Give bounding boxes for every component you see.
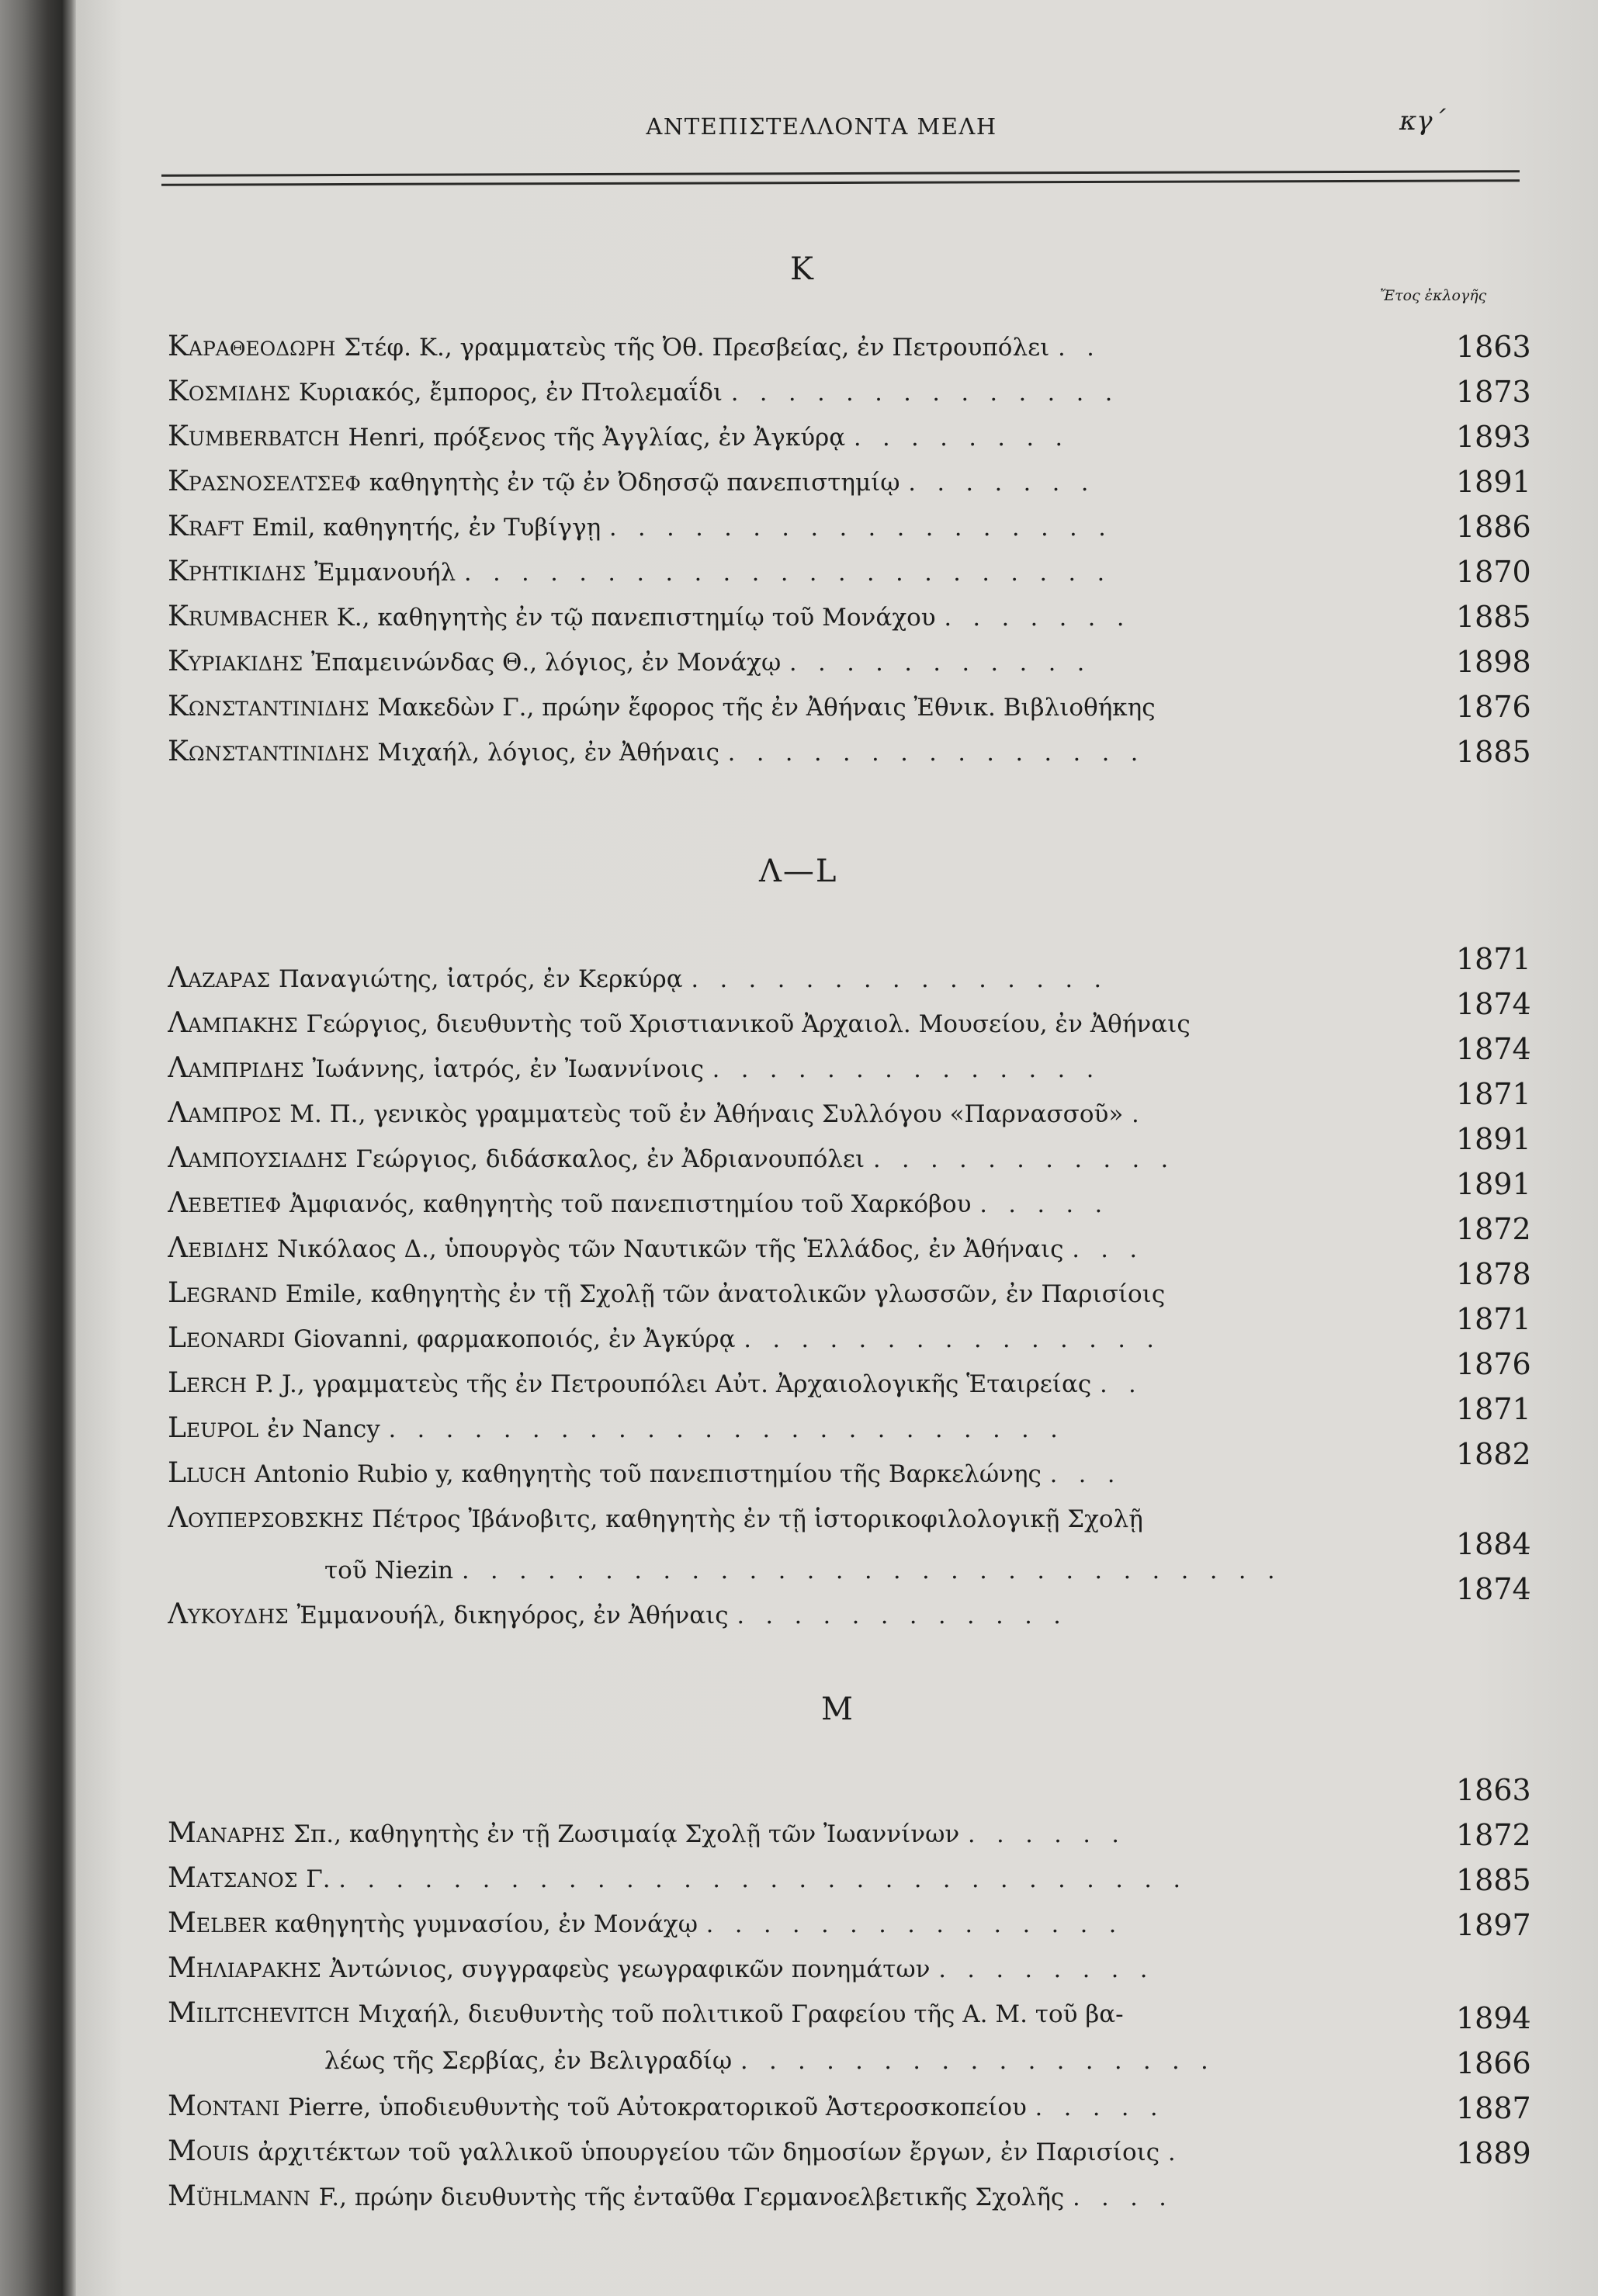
list-item: [168, 687, 1417, 726]
entry-desc: Στέφ. Κ., γραμματεὺς τῆς Ὀθ. Πρεσβείας, ἐν Πετρουπόλει: [344, 334, 1050, 362]
entry-year: 1898: [1456, 645, 1531, 679]
list-item: [168, 732, 1417, 771]
list-item: [168, 507, 1417, 546]
entry-year: 1885: [1456, 735, 1531, 769]
entry-year: 1882: [1456, 1437, 1531, 1471]
entry-desc: ἐν Nancy: [266, 1415, 380, 1443]
running-header: ΑΝΤΕΠΙΣΤΕΛΛΟΝΤΑ ΜΕΛΗ: [646, 113, 997, 140]
entry-year: 1872: [1456, 1818, 1531, 1852]
entry-desc: Γεώργιος, διευθυντὴς τοῦ Χριστιανικοῦ Ἀρχαιολ. Μουσείου, ἐν Ἀθήναις: [306, 1010, 1191, 1038]
entry-name: Λαμπακης: [168, 1007, 298, 1039]
list-item: [168, 642, 1417, 681]
list-item: [168, 1364, 1417, 1403]
entry-desc: Μ. Π., γενικὸς γραμματεὺς τοῦ ἐν Ἀθήναις Συλλόγου «Παρνασσοῦ»: [289, 1100, 1124, 1128]
list-item: [168, 1229, 1417, 1268]
entry-name: Μαναρης: [168, 1817, 286, 1849]
dot-leader: . . . . . . . . . . .: [789, 649, 1092, 677]
entry-desc: Νικόλαος Δ., ὑπουργὸς τῶν Ναυτικῶν τῆς Ἑλλάδος, ἐν Ἀθήναις: [276, 1235, 1064, 1263]
dot-leader: . . . . . . . . . . . . . .: [712, 1056, 1101, 1083]
list-item: [168, 1814, 1417, 1853]
entry-desc: Γ.: [306, 1865, 331, 1893]
entry-name: Leonardi: [168, 1322, 286, 1354]
entry-year: 1891: [1456, 465, 1531, 499]
entry-desc: Pierre, ὑποδιευθυντὴς τοῦ Αὐτοκρατορικοῦ Ἀστεροσκοπείου: [288, 2093, 1027, 2121]
entry-desc: Emile, καθηγητὴς ἐν τῇ Σχολῇ τῶν ἀνατολικῶν γλωσσῶν, ἐν Παρισίοις: [285, 1280, 1166, 1308]
dot-leader: . . . . . . . .: [854, 424, 1070, 452]
entry-name: Militchevitch: [168, 1997, 350, 2029]
dot-leader: . . . . . . .: [908, 469, 1096, 497]
entry-name: Kumberbatch: [168, 421, 340, 452]
entry-name: Montani: [168, 2090, 280, 2122]
entry-desc: Antonio Rubio y, καθηγητὴς τοῦ πανεπιστημίου τῆς Βαρκελώνης: [254, 1460, 1042, 1488]
dot-leader: . . . . .: [1035, 2094, 1165, 2121]
entry-desc: Πέτρος Ἰβάνοβιτς, καθηγητὴς ἐν τῇ ἱστορικοφιλολογικῇ Σχολῇ: [372, 1505, 1143, 1533]
list-item: [168, 327, 1417, 366]
list-item: [168, 959, 1417, 998]
list-item-continuation: [324, 1550, 1419, 1589]
list-item: [168, 1094, 1417, 1133]
list-item: [168, 1949, 1417, 1988]
list-item: [168, 1319, 1417, 1358]
entry-desc: Μιχαήλ, διευθυντὴς τοῦ πολιτικοῦ Γραφείου τῆς Α. Μ. τοῦ βα-: [358, 2000, 1124, 2028]
dot-leader: . . . . . . . . . . . . . . . . . . . . . . . . . . . . . .: [338, 1866, 1188, 1893]
entry-name: Λαμπρος: [168, 1097, 282, 1129]
entry-desc: Ἰωάννης, ἰατρός, ἐν Ἰωαννίνοις: [312, 1055, 704, 1083]
dot-leader: . . . . . . . . . . . . . . . . . . . . . . .: [464, 559, 1112, 587]
entry-desc: καθηγητὴς ἐν τῷ ἐν Ὀδησσῷ πανεπιστημίῳ: [369, 469, 900, 497]
dot-leader: .: [1132, 1101, 1146, 1128]
dot-leader: . . . . . .: [968, 1821, 1126, 1848]
list-item: [168, 1004, 1417, 1043]
entry-name: Κωνσταντινιδης: [168, 691, 369, 722]
dot-leader: . .: [1058, 334, 1101, 362]
entry-name: Λαμπουσιαδης: [168, 1142, 348, 1174]
entry-desc: Παναγιώτης, ἰατρός, ἐν Κερκύρᾳ: [278, 965, 683, 993]
entry-year: 1871: [1456, 1302, 1531, 1336]
list-item: [168, 1595, 1417, 1634]
entry-desc: Ἀντώνιος, συγγραφεὺς γεωγραφικῶν πονημάτων: [329, 1955, 931, 1983]
list-item: [168, 1274, 1417, 1313]
dot-leader: . . . . . . . . . . . . . .: [730, 379, 1120, 407]
book-page: [76, 0, 1598, 2296]
entry-year: 1866: [1456, 2046, 1531, 2080]
dot-leader: . . . . . . . .: [938, 1956, 1155, 1983]
dot-leader: . . . . . . . . . . .: [872, 1146, 1176, 1173]
entry-desc: καθηγητὴς γυμνασίου, ἐν Μονάχῳ: [274, 1910, 698, 1938]
list-item: [168, 2132, 1417, 2171]
entry-name: Λεβετιεφ: [168, 1187, 282, 1219]
entry-name: Λεβιδης: [168, 1232, 269, 1264]
entry-year: 1874: [1456, 1572, 1531, 1606]
list-item: [168, 1409, 1417, 1448]
dot-leader: . . . . . . .: [944, 604, 1132, 632]
entry-year: 1886: [1456, 510, 1531, 544]
list-item: [168, 597, 1417, 636]
entry-year: 1871: [1456, 1392, 1531, 1426]
entry-name: Κρασνοσελτσεφ: [168, 466, 361, 497]
list-item: [168, 372, 1417, 411]
entry-name: Καραθεοδωρη: [168, 331, 336, 362]
dot-leader: .: [1167, 2139, 1183, 2166]
entry-year: 1863: [1456, 1773, 1531, 1807]
entry-name: Ματσανος: [168, 1862, 298, 1894]
list-item: [168, 1499, 1417, 1538]
entry-name: Mouis: [168, 2135, 250, 2167]
entry-desc: Giovanni, φαρμακοποιός, ἐν Ἀγκύρᾳ: [293, 1325, 736, 1353]
list-item: [168, 462, 1417, 501]
entry-year: 1872: [1456, 1212, 1531, 1246]
entry-name: Κωνσταντινιδης: [168, 736, 369, 767]
entry-year: 1876: [1456, 1347, 1531, 1381]
entry-name: Λαμπριδης: [168, 1052, 304, 1084]
entry-year: 1873: [1456, 375, 1531, 409]
list-item: [168, 417, 1417, 456]
entry-desc-continuation: λέως τῆς Σερβίας, ἐν Βελιγραδίῳ: [324, 2047, 733, 2075]
dot-leader: . . . . . . . . . . . . . . . . . . . . . . . .: [388, 1416, 1065, 1443]
entry-year: 1878: [1456, 1257, 1531, 1291]
entry-name: Kraft: [168, 511, 244, 542]
entry-year: 1871: [1456, 1077, 1531, 1111]
entry-name: Melber: [168, 1907, 267, 1939]
entry-desc: Ἀμφιανός, καθηγητὴς τοῦ πανεπιστημίου τοῦ Χαρκόβου: [289, 1190, 972, 1218]
dot-leader: . . . . . . . . . . . . . . . . . . . . . . . . . . . . .: [461, 1557, 1282, 1584]
section-heading-k: Κ: [790, 251, 815, 287]
entry-year: 1889: [1456, 2136, 1531, 2170]
list-item: [168, 1859, 1417, 1898]
entry-year: 1863: [1456, 330, 1531, 364]
list-item: [168, 1904, 1417, 1943]
list-item: [168, 1994, 1417, 2033]
header-rule-top: [161, 170, 1520, 176]
entry-desc: Henri, πρόξενος τῆς Ἀγγλίας, ἐν Ἀγκύρᾳ: [348, 424, 846, 452]
list-item: [168, 2177, 1417, 2216]
entry-year: 1874: [1456, 987, 1531, 1021]
section-heading-l: Λ—L: [759, 854, 838, 889]
dot-leader: . . . . . . . . . . . . . . .: [691, 966, 1109, 993]
entry-name: Μηλιαρακης: [168, 1952, 321, 1984]
dot-leader: . . . . . . . . . . . . . . .: [727, 739, 1146, 767]
list-item: [168, 1139, 1417, 1178]
entry-desc: Γεώργιος, διδάσκαλος, ἐν Ἀδριανουπόλει: [355, 1145, 865, 1173]
entry-name: Κοσμιδης: [168, 376, 291, 407]
page-number: κγ΄: [1399, 106, 1446, 137]
dot-leader: . . . . .: [979, 1191, 1110, 1218]
entry-name: Κυριακιδης: [168, 646, 303, 677]
entry-desc: P. J., γραμματεὺς τῆς ἐν Πετρουπόλει Αὐτ. Ἀρχαιολογικῆς Ἑταιρείας: [255, 1370, 1092, 1398]
entry-year: 1871: [1456, 942, 1531, 976]
entry-desc: Σπ., καθηγητὴς ἐν τῇ Ζωσιμαίᾳ Σχολῇ τῶν Ἰωαννίνων: [293, 1820, 960, 1848]
entry-name: Λουπερσοβσκης: [168, 1502, 364, 1534]
list-item: [168, 1049, 1417, 1088]
entry-desc: K., καθηγητὴς ἐν τῷ πανεπιστημίῳ τοῦ Μονάχου: [336, 604, 936, 632]
year-column-label: Ἔτος ἐκλογῆς: [1380, 287, 1487, 304]
dot-leader: . . .: [1049, 1461, 1122, 1488]
list-item-continuation: [324, 2041, 1419, 2080]
list-item: [168, 1454, 1417, 1493]
entry-name: Λαζαρας: [168, 962, 271, 994]
entry-year: 1885: [1456, 1863, 1531, 1897]
entry-name: Lerch: [168, 1367, 247, 1399]
dot-leader: . .: [1100, 1371, 1143, 1398]
entry-name: Krumbacher: [168, 601, 328, 632]
entry-year: 1884: [1456, 1527, 1531, 1561]
list-item: [168, 2087, 1417, 2126]
entry-year: 1891: [1456, 1122, 1531, 1156]
entry-desc: Ἐμμανουήλ, δικηγόρος, ἐν Ἀθήναις: [296, 1602, 729, 1629]
entry-year: 1893: [1456, 420, 1531, 454]
dot-leader: . . . . . . . . . . . . . . .: [744, 1326, 1161, 1353]
entry-year: 1874: [1456, 1032, 1531, 1066]
dot-leader: . . . . . . . . . . . . . . . . .: [740, 2048, 1215, 2075]
entry-desc: Κυριακός, ἔμπορος, ἐν Πτολεμαΐδι: [298, 379, 723, 407]
entry-year: 1891: [1456, 1167, 1531, 1201]
entry-desc-continuation: τοῦ Niezin: [324, 1557, 454, 1584]
entry-desc: Μιχαήλ, λόγιος, ἐν Ἀθήναις: [377, 739, 719, 767]
entry-desc: ἀρχιτέκτων τοῦ γαλλικοῦ ὑπουργείου τῶν δημοσίων ἔργων, ἐν Παρισίοις: [258, 2138, 1160, 2166]
entry-year: 1897: [1456, 1908, 1531, 1942]
section-heading-m: Μ: [821, 1692, 854, 1727]
dot-leader: . . . . . . . . . . . . . . . . . .: [608, 514, 1113, 542]
entry-desc: Μακεδὼν Γ., πρώην ἔφορος τῆς ἐν Ἀθήναις Ἐθνικ. Βιβλιοθήκης: [377, 694, 1156, 722]
dot-leader: . . . . . . . . . . . .: [737, 1602, 1068, 1629]
dot-leader: . . .: [1072, 1236, 1145, 1263]
header-rule-bottom: [161, 179, 1520, 185]
entry-name: Legrand: [168, 1277, 277, 1309]
list-item: [168, 552, 1417, 591]
entry-year: 1885: [1456, 600, 1531, 634]
entry-year: 1876: [1456, 690, 1531, 724]
dot-leader: . . . .: [1073, 2184, 1173, 2211]
entry-name: Κρητικιδης: [168, 556, 307, 587]
entry-year: 1887: [1456, 2091, 1531, 2125]
entry-desc: Ἐπαμεινώνδας Θ., λόγιος, ἐν Μονάχῳ: [311, 649, 782, 677]
list-item: [168, 1184, 1417, 1223]
dot-leader: . . . . . . . . . . . . . . .: [705, 1911, 1124, 1938]
entry-name: Leupol: [168, 1412, 259, 1444]
entry-desc: Emil, καθηγητής, ἐν Τυβίγγῃ: [251, 514, 601, 542]
entry-desc: Ἐμμανουήλ: [314, 559, 456, 587]
entry-year: 1894: [1456, 2001, 1531, 2035]
entry-name: Lluch: [168, 1457, 247, 1489]
entry-year: 1870: [1456, 555, 1531, 589]
entry-name: Λυκουδης: [168, 1598, 289, 1630]
entry-desc: F., πρώην διευθυντὴς τῆς ἐνταῦθα Γερμανοελβετικῆς Σχολῆς: [318, 2183, 1065, 2211]
entry-name: Mühlmann: [168, 2180, 310, 2212]
book-spine-shadow: [0, 0, 76, 2296]
